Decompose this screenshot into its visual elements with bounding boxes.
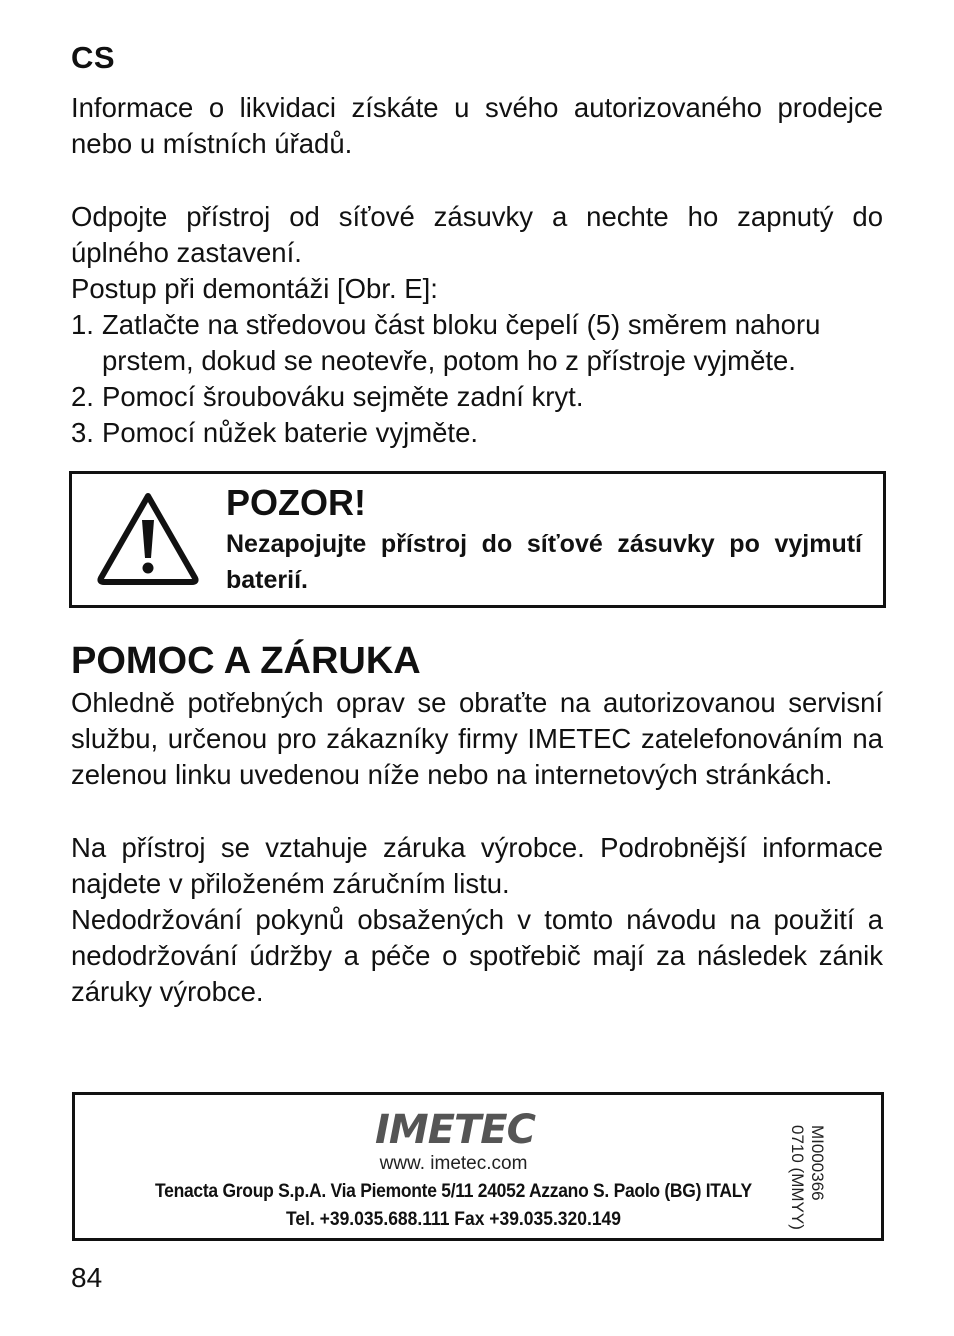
step-text: Zatlačte na středovou část bloku čepelí (5) směrem nahoru prstem, dokud se neotevře, potom ho z přístroje vyjměte. <box>102 309 821 376</box>
document-id: MI000366 <box>808 1125 827 1201</box>
language-code: CS <box>71 40 116 75</box>
list-item <box>71 307 883 379</box>
warranty-void-paragraph: Nedodržování pokynů obsažených v tomto návodu na použití a nedodržování údržby a péče o spotřebič mají za následek zánik záruky výrobce. <box>71 904 883 1007</box>
warning-triangle-icon <box>96 490 200 586</box>
company-address: Tenacta Group S.p.A. Via Piemonte 5/11 24052 Azzano S. Paolo (BG) ITALY <box>155 1181 752 1202</box>
step-text: Pomocí šroubováku sejměte zadní kryt. <box>102 381 584 412</box>
warning-box <box>69 471 886 608</box>
warranty-paragraph: Na přístroj se vztahuje záruka výrobce. Podrobnější informace najdete v přiloženém záručním listu. <box>71 832 883 899</box>
warning-text: Nezapojujte přístroj do síťové zásuvky po vyjmutí baterií. <box>226 530 862 594</box>
step-number: 1. <box>71 309 94 340</box>
disassembly-intro: Postup při demontáži [Obr. E]: <box>71 273 438 304</box>
step-number: 3. <box>71 417 94 448</box>
warning-title: POZOR! <box>226 482 366 523</box>
section-heading: POMOC A ZÁRUKA <box>71 640 421 682</box>
disposal-info-paragraph: Informace o likvidaci získáte u svého autorizovaného prodejce nebo u místních úřadů. <box>71 92 883 159</box>
manufacturer-footer <box>72 1092 884 1241</box>
disassembly-steps <box>71 307 883 451</box>
document-code <box>787 1125 827 1230</box>
list-item <box>71 379 883 415</box>
phone-fax: Tel. +39.035.688.111 Fax +39.035.320.149 <box>285 1209 621 1230</box>
page-number: 84 <box>71 1262 103 1293</box>
step-text: Pomocí nůžek baterie vyjměte. <box>102 417 479 448</box>
step-number: 2. <box>71 381 94 412</box>
print-date: 0710 (MMYY) <box>788 1125 807 1230</box>
service-paragraph: Ohledně potřebných oprav se obraťte na autorizovanou servisní službu, určenou pro zákazníky firmy IMETEC zatelefonováním na zelenou linku uvedenou níže nebo na internetových stránkách. <box>71 687 883 790</box>
website-url: www. imetec.com <box>379 1153 528 1174</box>
imetec-logo: IMETEC <box>375 1107 535 1153</box>
list-item <box>71 415 883 451</box>
unplug-paragraph: Odpojte přístroj od síťové zásuvky a nechte ho zapnutý do úplného zastavení. <box>71 201 883 268</box>
